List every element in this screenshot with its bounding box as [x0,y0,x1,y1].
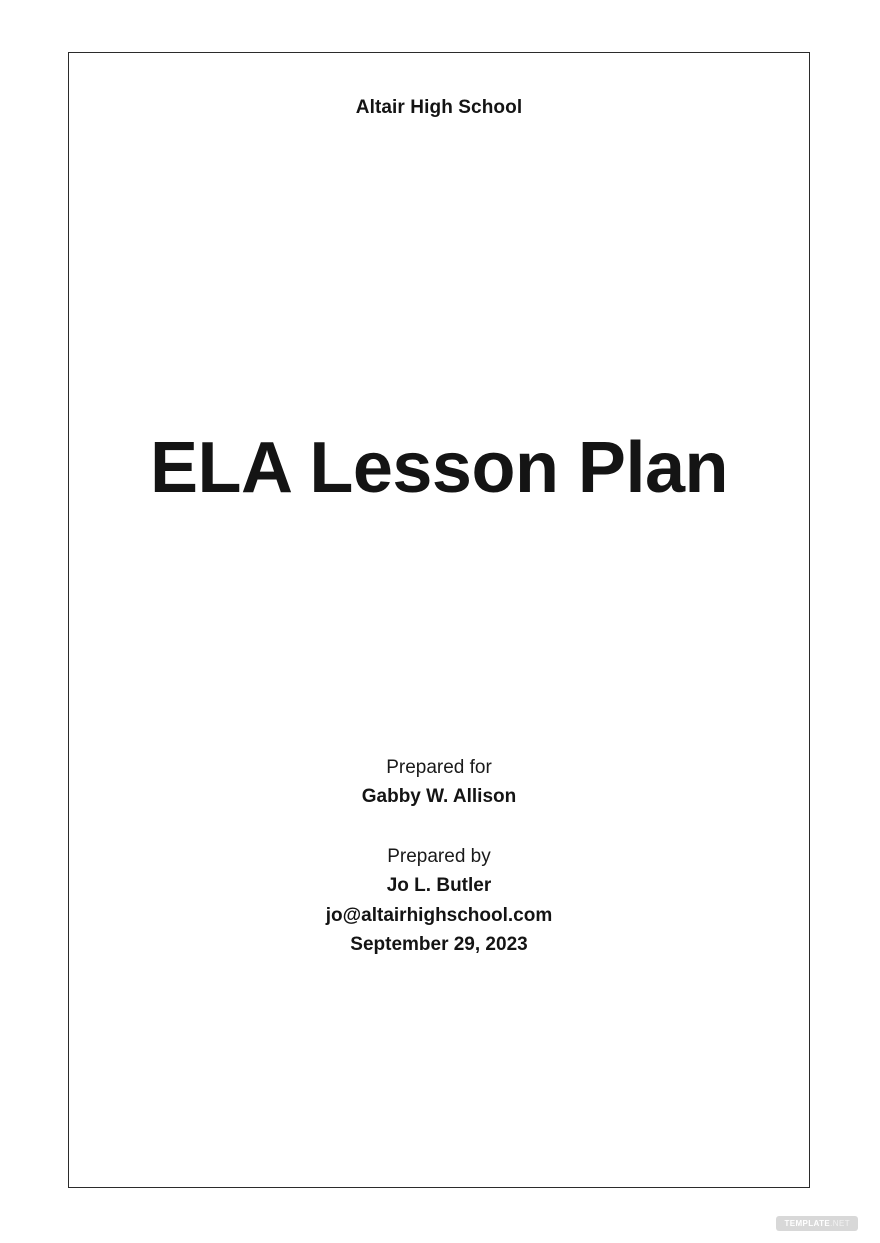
prepared-for-block [69,753,809,812]
page-title: ELA Lesson Plan [150,428,728,509]
watermark-brand: TEMPLATE [784,1219,831,1228]
prepared-for-name: Gabby W. Allison [361,786,517,808]
school-name: Altair High School [355,97,523,118]
watermark-badge [776,1216,858,1231]
prepared-by-name: Jo L. Butler [386,875,492,897]
prepared-for-label: Prepared for [386,757,492,778]
prepared-by-email: jo@altairhighschool.com [325,904,553,926]
credits-section [69,753,809,960]
prepared-by-label: Prepared by [387,845,491,867]
watermark-suffix: .NET [830,1219,850,1228]
document-page [68,52,810,1188]
prepared-by-block [69,842,809,960]
document-date: September 29, 2023 [350,934,528,956]
